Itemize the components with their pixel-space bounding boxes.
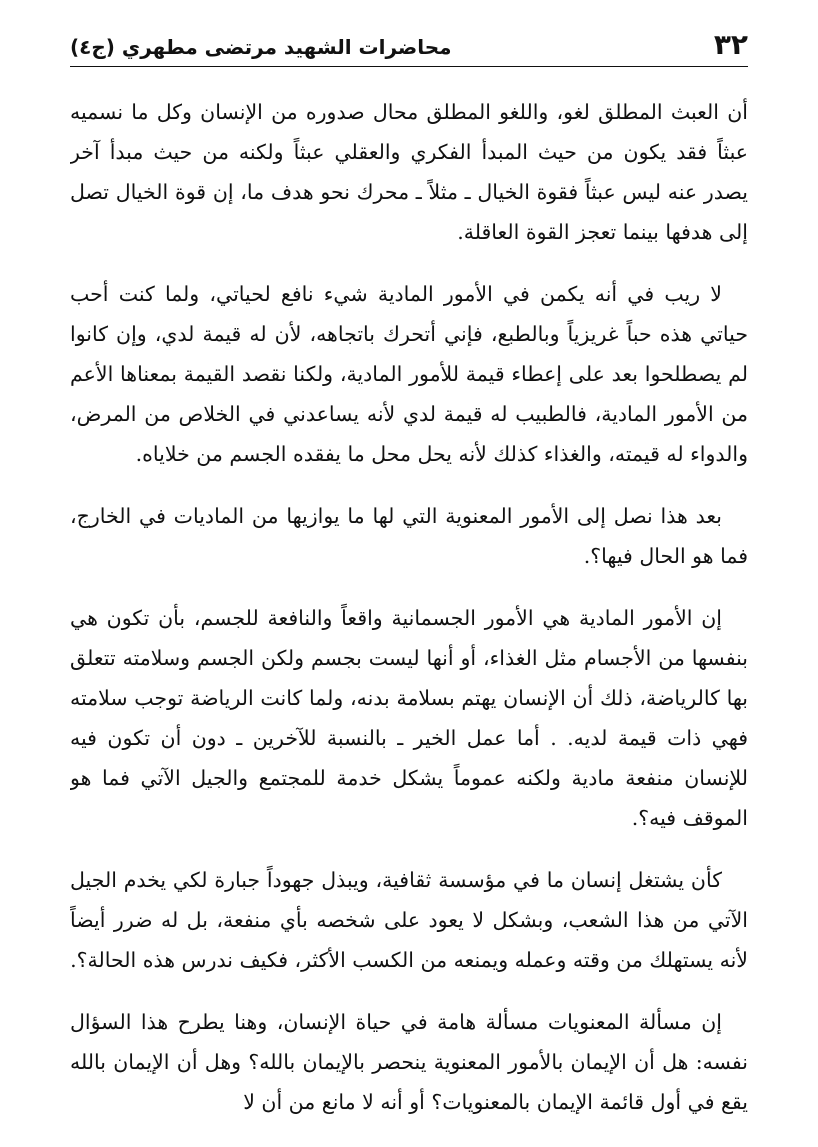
paragraph-2: لا ريب في أنه يكمن في الأمور المادية شيء نافع لحياتي، ولما كنت أحب حياتي هذه حباً غريزياً وبالطبع، فإني أتحرك باتجاهه، لأن له قيمة لدي، وإن كانوا لم يصطلحوا بعد على إعطاء قيمة للأمور المادية، ولكنا نقصد القيمة بمعناها الأعم من الأمور المادية، فالطبيب له قيمة لدي لأنه يساعدني في الخلاص من المرض، والدواء له قيمته، والغذاء كذلك لأنه يحل محل ما يفقده الجسم من خلاياه. bbox=[70, 282, 748, 466]
body-text bbox=[70, 92, 748, 1147]
paragraph-6: إن مسألة المعنويات مسألة هامة في حياة الإنسان، وهنا يطرح هذا السؤال نفسه: هل أن الإيمان بالأمور المعنوية ينحصر بالإيمان بالله؟ وهل أن الإيمان بالله يقع في أول قائمة الإيمان بالمعنويات؟ أو أنه لا مانع من أن لا bbox=[70, 1010, 748, 1114]
page-header bbox=[70, 26, 748, 67]
page-number: ٣٢ bbox=[713, 28, 748, 61]
paragraph-3: بعد هذا نصل إلى الأمور المعنوية التي لها ما يوازيها من الماديات في الخارج، فما هو الحال فيها؟. bbox=[70, 504, 748, 568]
paragraph-5: كأن يشتغل إنسان ما في مؤسسة ثقافية، ويبذل جهوداً جبارة لكي يخدم الجيل الآتي من هذا الشعب، وبشكل لا يعود على شخصه بأي منفعة، بل له ضرر أيضاً لأنه يستهلك من وقته وعمله ويمنعه من الكسب الأكثر، فكيف ندرس هذه الحالة؟. bbox=[70, 868, 748, 972]
running-title: محاضرات الشهيد مرتضى مطهري (ج٤) bbox=[70, 35, 452, 59]
paragraph-1: أن العبث المطلق لغو، واللغو المطلق محال صدوره من الإنسان وكل ما نسميه عبثاً فقد يكون من حيث المبدأ الفكري والعقلي عبثاً ولكنه من حيث مبدأ آخر يصدر عنه ليس عبثاً فقوة الخيال ـ مثلاً ـ محرك نحو هدف ما، إن قوة الخيال تصل إلى هدفها بينما تعجز القوة العاقلة. bbox=[70, 100, 748, 244]
paragraph-4: إن الأمور المادية هي الأمور الجسمانية واقعاً والنافعة للجسم، بأن تكون هي بنفسها من الأجسام مثل الغذاء، أو أنها ليست بجسم ولكن الجسم وسلامته تتعلق بها كالرياضة، ذلك أن الإنسان يهتم بسلامة بدنه، ولما كانت الرياضة توجب سلامته فهي ذات قيمة لديه. . أما عمل الخير ـ بالنسبة للآخرين ـ دون أن تكون فيه للإنسان منفعة مادية ولكنه عموماً يشكل خدمة للمجتمع والجيل الآتي فما هو الموقف فيه؟. bbox=[70, 606, 748, 830]
